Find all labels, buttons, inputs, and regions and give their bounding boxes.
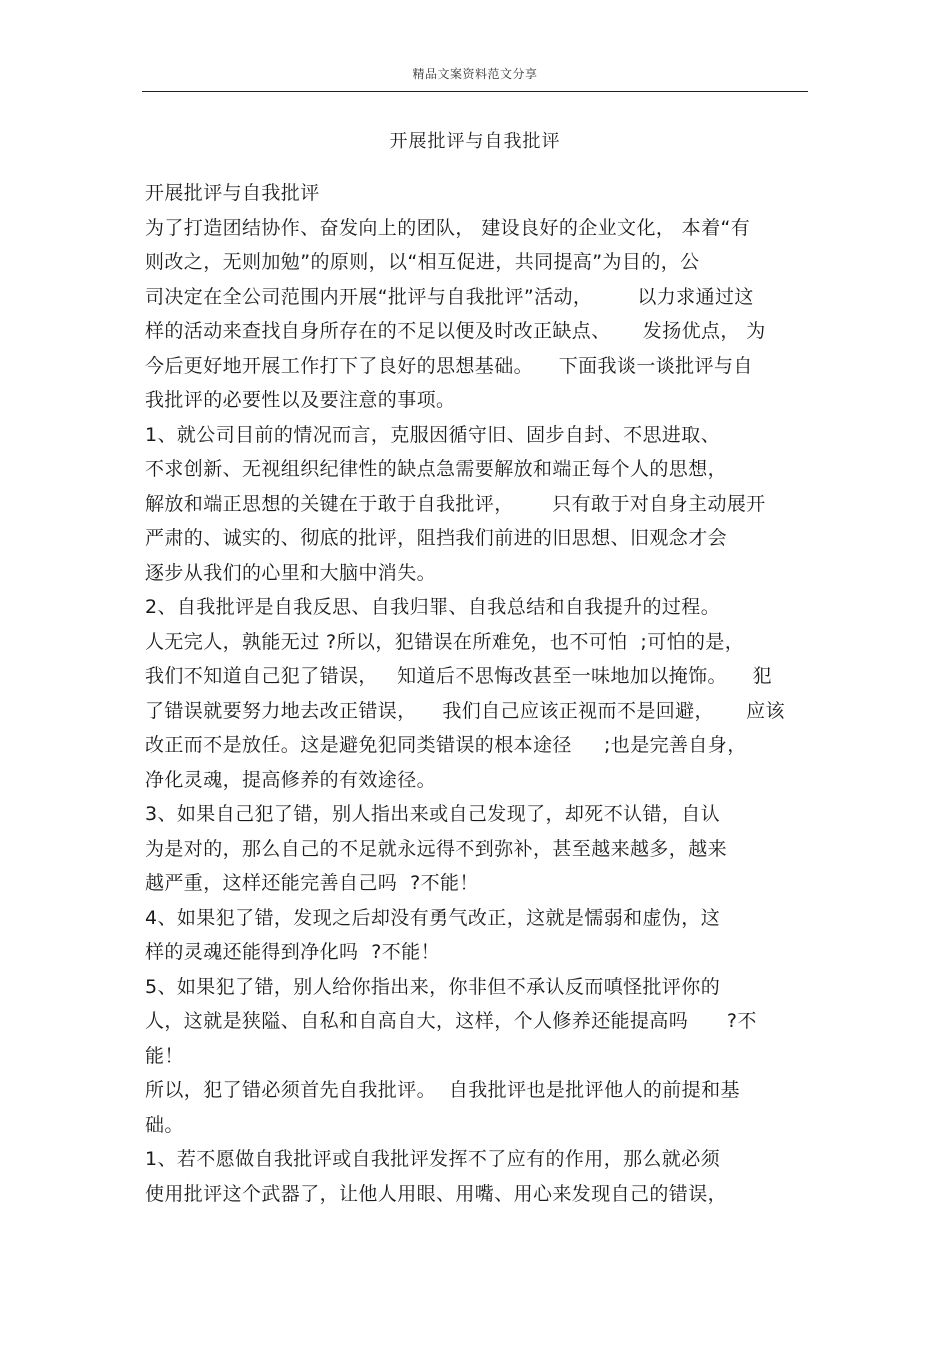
document-body	[145, 176, 825, 1211]
body-line: 样的灵魂还能得到净化吗 ?不能！	[145, 941, 440, 963]
body-line: 1、若不愿做自我批评或自我批评发挥不了应有的作用，那么就必须	[145, 1148, 721, 1170]
body-line: 改正而不是放任。这是避免犯同类错误的根本途径 ;也是完善自身，	[145, 734, 747, 756]
body-line: 所以，犯了错必须首先自我批评。 自我批评也是批评他人的前提和基	[145, 1079, 740, 1101]
page-header: 精品文案资料范文分享	[412, 67, 538, 81]
body-line: 为是对的，那么自己的不足就永远得不到弥补，甚至越来越多，越来	[145, 837, 728, 860]
body-line: 严肃的、诚实的、彻底的批评，阻挡我们前进的旧思想、旧观念才会	[145, 527, 728, 549]
body-line: 解放和端正思想的关键在于敢于自我批评， 只有敢于对自身主动展开	[145, 492, 766, 515]
body-line: 样的活动来查找自身所存在的不足以便及时改正缺点、 发扬优点， 为	[145, 320, 766, 342]
body-line: 不求创新、无视组织纪律性的缺点急需要解放和端正每个人的思想，	[145, 458, 728, 480]
body-line: 今后更好地开展工作打下了良好的思想基础。 下面我谈一谈批评与自	[145, 354, 753, 377]
body-line: 3、如果自己犯了错，别人指出来或自己发现了，却死不认错，自认	[145, 803, 721, 825]
body-line: 使用批评这个武器了，让他人用眼、用嘴、用心来发现自己的错误，	[145, 1182, 728, 1205]
body-line: 越严重，这样还能完善自己吗 ?不能！	[145, 872, 479, 894]
body-line: 人无完人，孰能无过 ?所以，犯错误在所难免，也不可怕 ;可怕的是，	[145, 630, 745, 653]
body-line: 1、就公司目前的情况而言，克服因循守旧、固步自封、不思进取、	[145, 423, 721, 446]
body-line: 开展批评与自我批评	[145, 182, 320, 204]
body-line: 我们不知道自己犯了错误， 知道后不思悔改甚至一味地加以掩饰。 犯	[145, 665, 773, 687]
body-line: 司决定在全公司范围内开展“批评与自我批评”活动， 以力求通过这	[145, 285, 754, 308]
body-line: 5、如果犯了错，别人给你指出来，你非但不承认反而嗔怪批评你的	[145, 975, 721, 998]
body-line: 能！	[145, 1044, 184, 1067]
body-line: 2、自我批评是自我反思、自我归罪、自我总结和自我提升的过程。	[145, 596, 721, 618]
body-line: 净化灵魂，提高修养的有效途径。	[145, 768, 437, 791]
body-line: 则改之，无则加勉”的原则，以“相互促进，共同提高”为目的，公	[145, 251, 700, 273]
body-line: 我批评的必要性以及要注意的事项。	[145, 389, 456, 411]
document-title: 开展批评与自我批评	[389, 131, 561, 152]
header-divider	[142, 91, 808, 92]
body-line: 4、如果犯了错，发现之后却没有勇气改正，这就是懦弱和虚伪，这	[145, 906, 721, 929]
body-line: 础。	[145, 1113, 184, 1136]
body-line: 了错误就要努力地去改正错误， 我们自己应该正视而不是回避， 应该	[145, 699, 785, 722]
body-line: 为了打造团结协作、奋发向上的团队， 建设良好的企业文化， 本着“有	[145, 216, 751, 239]
body-line: 逐步从我们的心里和大脑中消失。	[145, 561, 437, 584]
body-line: 人，这就是狭隘、自私和自高自大，这样，个人修养还能提高吗 ?不	[145, 1010, 757, 1032]
